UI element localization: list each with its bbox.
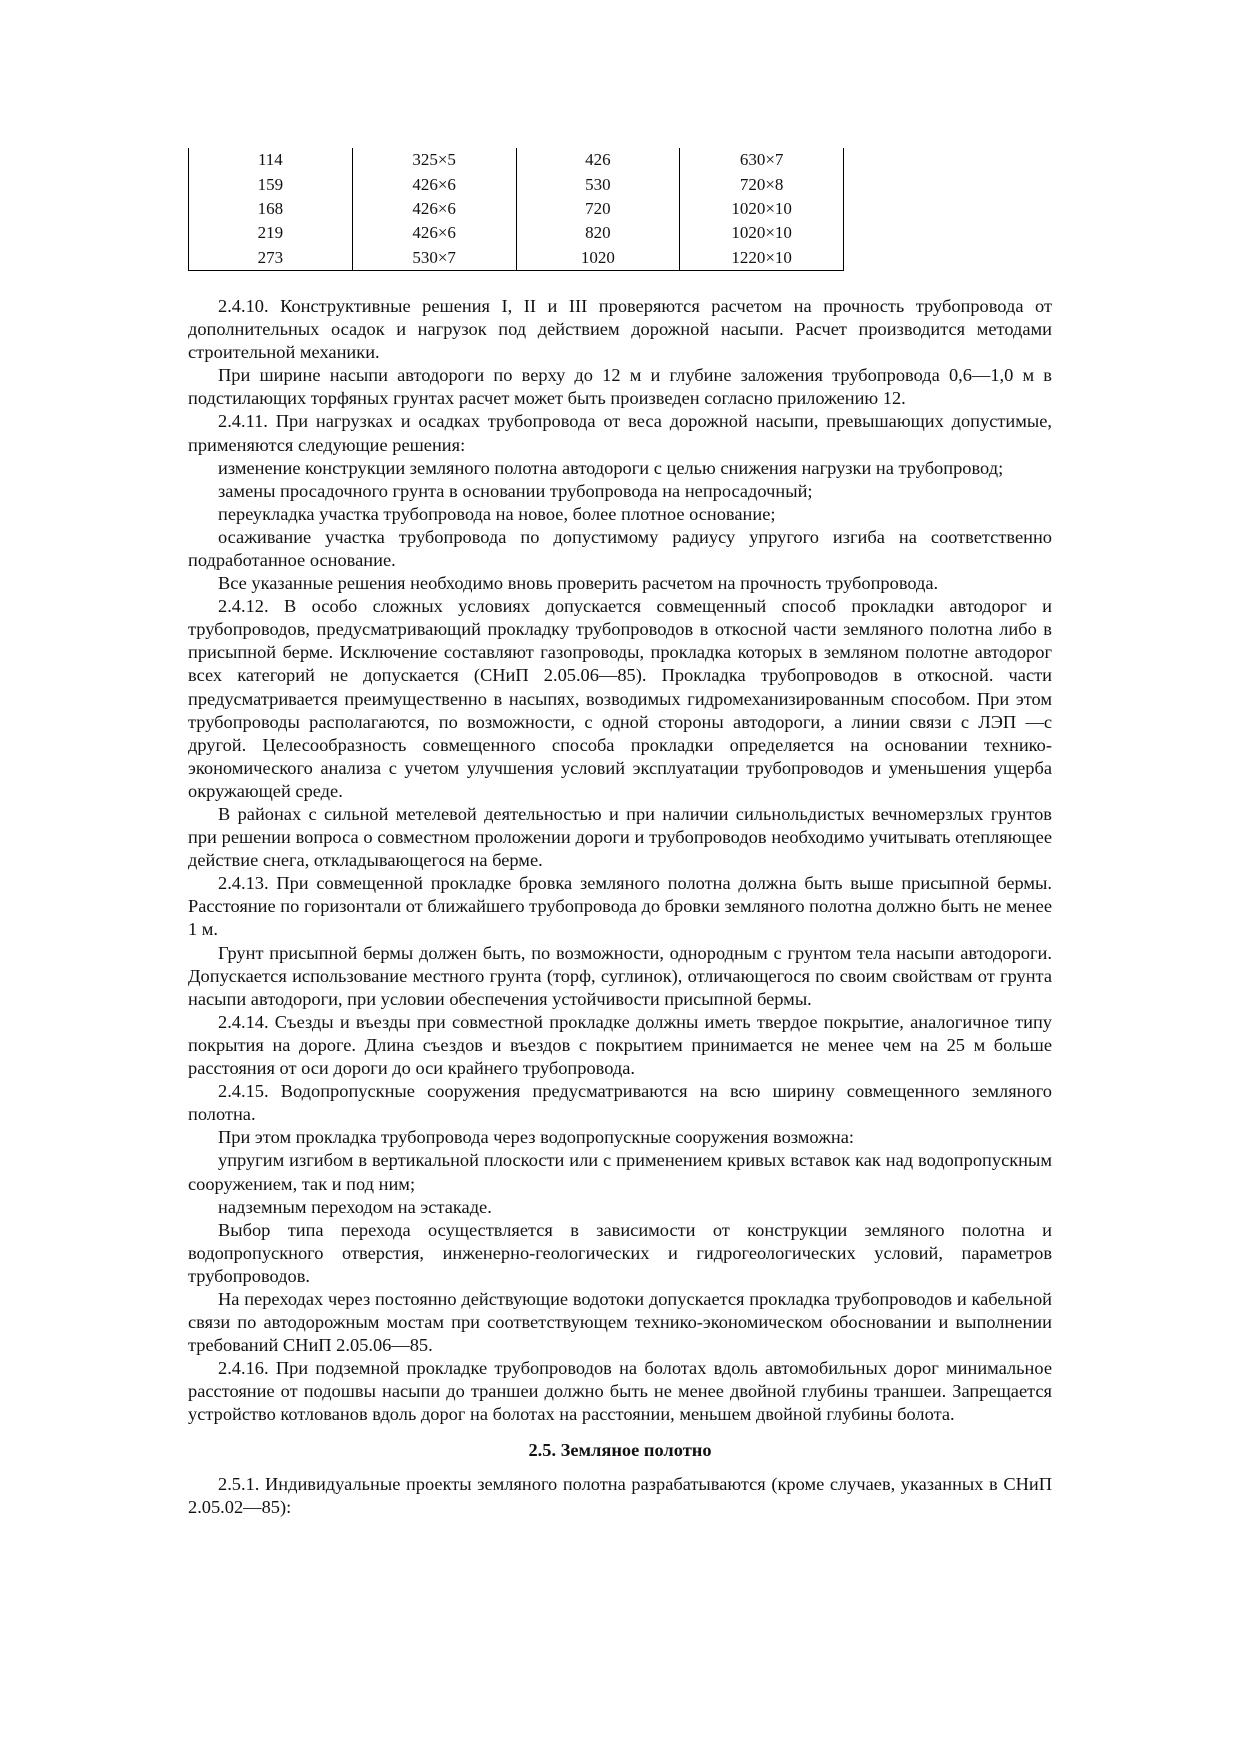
table-cell: 720 [516, 197, 680, 221]
paragraph-2-4-10: 2.4.10. Конструктивные решения I, II и III проверяются расчетом на прочность трубопровода от дополнительных осадок и нагрузок под действием дорожной насыпи. Расчет производится методами строительной механики. [188, 295, 1052, 363]
table-row [189, 197, 844, 221]
table-cell: 530 [516, 172, 680, 196]
list-item: надземным переходом на эстакаде. [218, 1196, 492, 1217]
paragraph-2-4-16: 2.4.16. При подземной прокладке трубопроводов на болотах вдоль автомобильных дорог минимальное расстояние от подошвы насыпи до траншеи должно быть не менее двойной глубины траншеи. Запрещается устройство котлованов вдоль дорог на болотах на расстоянии, меньшем двойной глубины болота. [188, 1358, 1052, 1425]
paragraph-2-4-12: 2.4.12. В особо сложных условиях допускается совмещенный способ прокладки автодорог и трубопроводов, предусматривающий прокладку трубопроводов в откосной части земляного полотна либо в присыпной берме. Исключение составляют газопроводы, прокладка которых в земляном полотне автодорог всех категорий не допускается (СНиП 2.05.06—85). Прокладка трубопроводов в откосной. части предусматривается преимущественно в насыпях, возводимых гидромеханизированным способом. При этом трубопроводы располагаются, по возможности, с одной стороны автодороги, а линии связи с ЛЭП —с другой. Целесообразность совмещенного способа прокладки определяется на основании технико-экономического анализа с учетом улучшения условий эксплуатации трубопроводов и уменьшения ущерба окружающей среде. [188, 596, 1052, 801]
table-row [189, 221, 844, 245]
table-cell: 219 [189, 221, 353, 245]
paragraph-2-4-14: 2.4.14. Съезды и въезды при совместной прокладке должны иметь твердое покрытие, аналогичное типу покрытия на дороге. Длина съездов и въездов с покрытием принимается не менее чем на 25 м больше расстояния от оси дороги до оси крайнего трубопровода. [188, 1011, 1052, 1079]
table-row [189, 172, 844, 196]
paragraph: На переходах через постоянно действующие водотоки допускается прокладка трубопроводов и кабельной связи по автодорожным мостам при соответствующем технико-экономическом обосновании и выполнении требований СНиП 2.05.06—85. [188, 1288, 1052, 1356]
paragraph: При ширине насыпи автодороги по верху до 12 м и глубине заложения трубопровода 0,6—1,0 м в подстилающих торфяных грунтах расчет может быть произведен согласно приложению 12. [188, 365, 1052, 409]
paragraph: Выбор типа перехода осуществляется в зависимости от конструкции земляного полотна и водопропускного отверстия, инженерно-геологических и гидрогеологических условий, параметров трубопроводов. [188, 1219, 1052, 1286]
paragraph: Грунт присыпной бермы должен быть, по возможности, однородным с грунтом тела насыпи автодороги. Допускается использование местного грунта (торф, суглинок), отличающегося по своим свойствам от грунта насыпи автодороги, при условии обеспечения устойчивости присыпной бермы. [188, 942, 1052, 1009]
table-cell: 720×8 [680, 172, 844, 196]
document-body [188, 295, 1052, 1519]
table-cell: 325×5 [352, 148, 516, 172]
paragraph-2-4-15: 2.4.15. Водопропускные сооружения предусматриваются на всю ширину совмещенного земляного полотна. [188, 1081, 1052, 1125]
table-row [189, 246, 844, 271]
list-item: изменение конструкции земляного полотна автодороги с целью снижения нагрузки на трубопровод; [218, 457, 1004, 478]
section-heading: 2.5. Земляное полотно [528, 1439, 712, 1460]
table-row [189, 148, 844, 172]
list-item: переукладка участка трубопровода на новое, более плотное основание; [218, 503, 776, 524]
paragraph: Все указанные решения необходимо вновь проверить расчетом на прочность трубопровода. [218, 573, 939, 594]
paragraph: При этом прокладка трубопровода через водопропускные сооружения возможна: [218, 1127, 854, 1148]
table-cell: 114 [189, 148, 353, 172]
paragraph-2-4-11: 2.4.11. При нагрузках и осадках трубопровода от веса дорожной насыпи, превышающих допустимые, применяются следующие решения: [188, 411, 1052, 455]
paragraph-2-4-13: 2.4.13. При совмещенной прокладке бровка земляного полотна должна быть выше присыпной бермы. Расстояние по горизонтали от ближайшего трубопровода до бровки земляного полотна должно быть не менее 1 м. [188, 873, 1052, 940]
table-cell: 1220×10 [680, 246, 844, 271]
table-cell: 530×7 [352, 246, 516, 271]
paragraph: В районах с сильной метелевой деятельностью и при наличии сильнольдистых вечномерзлых грунтов при решении вопроса о совместном проложении дороги и трубопроводов необходимо учитывать отепляющее действие снега, откладывающегося на берме. [188, 804, 1052, 871]
table-cell: 1020×10 [680, 221, 844, 245]
table-cell: 630×7 [680, 148, 844, 172]
table-cell: 426×6 [352, 221, 516, 245]
list-item: упругим изгибом в вертикальной плоскости или с применением кривых вставок как над водопропускным сооружением, так и под ним; [188, 1150, 1052, 1194]
list-item: осаживание участка трубопровода по допустимому радиусу упругого изгиба на соответственно подработанное основание. [188, 526, 1052, 570]
table-cell: 168 [189, 197, 353, 221]
table-cell: 1020 [516, 246, 680, 271]
table-cell: 426×6 [352, 172, 516, 196]
list-item: замены просадочного грунта в основании трубопровода на непросадочный; [218, 480, 813, 501]
table-cell: 273 [189, 246, 353, 271]
document-page [188, 148, 1052, 1519]
pipe-diameter-table [188, 148, 844, 271]
table-cell: 426×6 [352, 197, 516, 221]
table-cell: 426 [516, 148, 680, 172]
table-cell: 820 [516, 221, 680, 245]
table-cell: 1020×10 [680, 197, 844, 221]
table-cell: 159 [189, 172, 353, 196]
paragraph-2-5-1: 2.5.1. Индивидуальные проекты земляного полотна разрабатываются (кроме случаев, указанных в СНиП 2.05.02—85): [188, 1473, 1052, 1517]
